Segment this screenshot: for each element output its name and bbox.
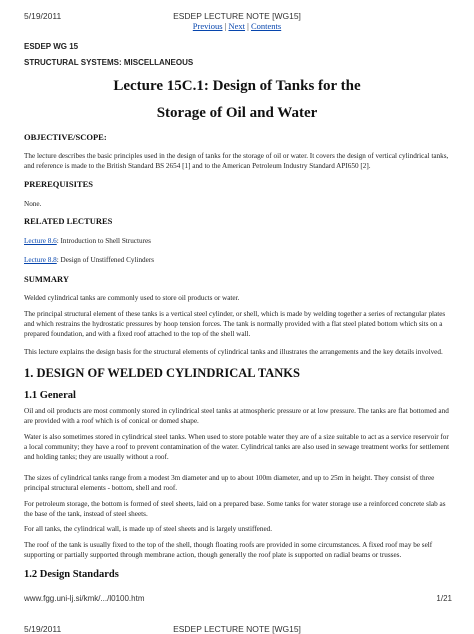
previous-link[interactable]: Previous	[192, 21, 223, 31]
body-paragraph: For petroleum storage, the bottom is formed of steel sheets, laid on a prepared base. Some tanks for water storage use a reinforced concrete slab as the base of the tank, instead of steel sheets.	[24, 500, 446, 519]
header-title: ESDEP LECTURE NOTE [WG15]	[173, 11, 301, 21]
next-page-header-title: ESDEP LECTURE NOTE [WG15]	[173, 624, 301, 634]
prerequisites-heading: PREREQUISITES	[24, 179, 93, 189]
lecture-link[interactable]: Lecture 8.8	[24, 256, 57, 264]
section-heading: 1. DESIGN OF WELDED CYLINDRICAL TANKS	[24, 366, 300, 380]
related-item-text: : Design of Unstiffened Cylinders	[56, 256, 155, 264]
body-paragraph: The sizes of cylindrical tanks range from a modest 3m diameter and up to about 100m diameter, and up to 25m in height. They consist of three principal structural elements - bottom, shell and roof.	[24, 474, 435, 493]
body-paragraph: Oil and oil products are most commonly stored in cylindrical steel tanks at atmospheric pressure or at low pressure. The tanks are flat bottomed and are provided with a roof which is of conical or domed shape.	[24, 407, 449, 426]
lecture-link[interactable]: Lecture 8.6	[24, 237, 57, 245]
prerequisites-text: None.	[24, 200, 42, 208]
group-label: ESDEP WG 15	[24, 42, 79, 51]
related-item	[24, 255, 452, 265]
body-paragraph: The roof of the tank is usually fixed to the top of the shell, though floating roofs are provided in some circumstances. A fixed roof may be self supporting or partially supported through membrane action, though generally the roof plate is supported on radial beams or trusses.	[24, 541, 433, 560]
summary-heading: SUMMARY	[24, 274, 70, 284]
nav-separator: |	[245, 21, 251, 31]
related-item	[24, 236, 452, 246]
header-date: 5/19/2011	[24, 11, 62, 21]
subsection-heading: 1.2 Design Standards	[24, 569, 119, 580]
section-label: STRUCTURAL SYSTEMS: MISCELLANEOUS	[24, 58, 194, 67]
page-number: 1/21	[436, 594, 452, 603]
next-page-header-date: 5/19/2011	[24, 624, 62, 634]
lecture-title-line1: Lecture 15C.1: Design of Tanks for the	[113, 78, 361, 94]
objective-heading: OBJECTIVE/SCOPE:	[24, 132, 107, 142]
summary-paragraph: Welded cylindrical tanks are commonly used to store oil products or water.	[24, 294, 240, 302]
body-paragraph: For all tanks, the cylindrical wall, is made up of steel sheets and is largely unstiffened.	[24, 525, 273, 533]
related-heading: RELATED LECTURES	[24, 216, 113, 226]
nav-separator: |	[222, 21, 229, 31]
next-link[interactable]: Next	[228, 21, 246, 31]
objective-text: The lecture describes the basic principles used in the design of tanks for the storage of oil or water. It covers the design of vertical cylindrical tanks, and reference is made to the British Standard BS 2654 [1] and to the American Petroleum Industry Standard API650 [2].	[24, 152, 449, 171]
body-paragraph: Water is also sometimes stored in cylindrical steel tanks. When used to store potable water they are of a size suitable to act as a service reservoir for a local community; they have a roof to prevent contamination of the water. Cylindrical tanks are also used in sewage treatment works for settlement and holding tanks; they are usually without a roof.	[24, 433, 450, 462]
footer-url: www.fgg.uni-lj.si/kmk/.../l0100.htm	[24, 594, 145, 603]
subsection-heading: 1.1 General	[24, 390, 76, 401]
summary-paragraph: The principal structural element of these tanks is a vertical steel cylinder, or shell, which is made by welding together a series of rectangular plates and which restrains the hydrostatic pressures by hoop tension forces. The tank is normally provided with a flat steel plated bottom which sits on a prepared foundation, and with a fixed roof attached to the top of the shell wall.	[24, 310, 446, 339]
header-nav	[0, 21, 474, 31]
related-item-text: : Introduction to Shell Structures	[56, 237, 151, 245]
lecture-title-line2: Storage of Oil and Water	[156, 105, 318, 121]
summary-paragraph: This lecture explains the design basis for the structural elements of cylindrical tanks and illustrates the arrangements and the key details involved.	[24, 348, 443, 356]
contents-link[interactable]: Contents	[250, 21, 282, 31]
